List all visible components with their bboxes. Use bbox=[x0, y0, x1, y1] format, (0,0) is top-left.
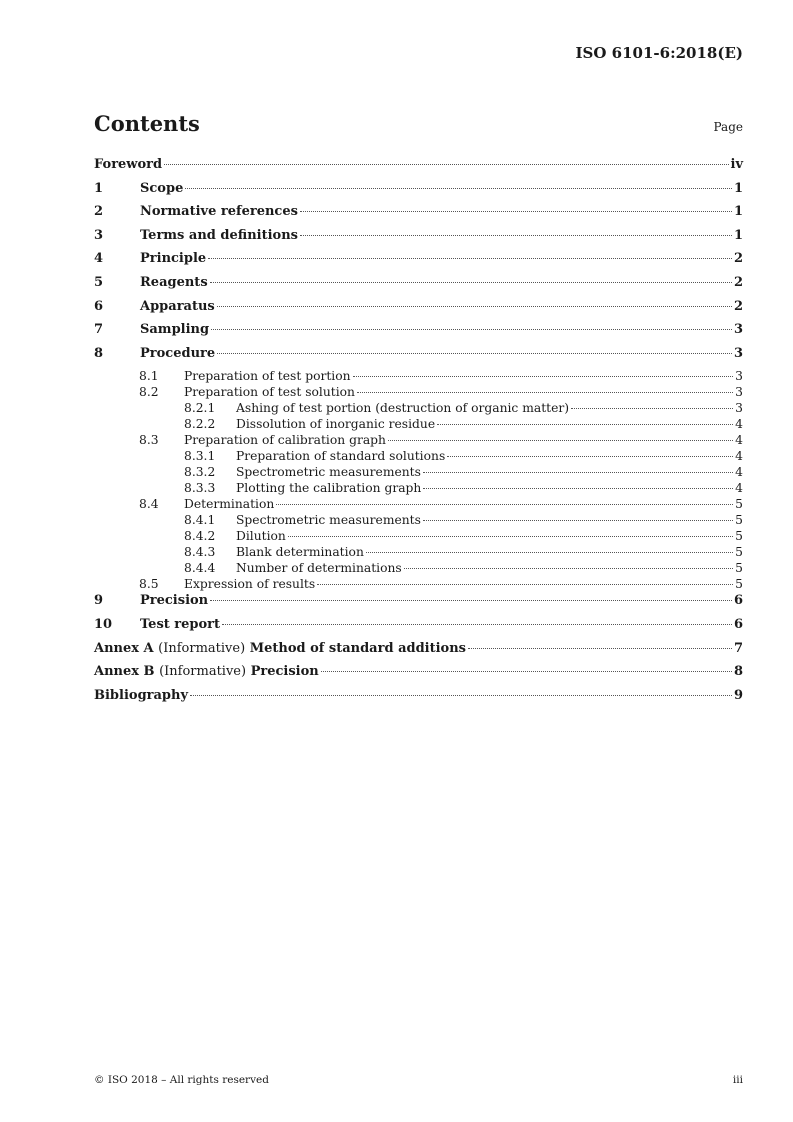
toc-entry[interactable] bbox=[94, 227, 743, 251]
dot-leader bbox=[300, 211, 732, 212]
dot-leader bbox=[185, 188, 732, 189]
toc-entry-number: 8.4 bbox=[139, 497, 159, 512]
dot-leader bbox=[210, 600, 732, 601]
toc-entry-number: 8.2 bbox=[139, 385, 159, 400]
toc-entry-number: 2 bbox=[94, 204, 104, 220]
toc-entry-title: Number of determinations bbox=[236, 561, 402, 576]
toc-entry-page: 8 bbox=[733, 664, 743, 680]
toc-entry-title: Spectrometric measurements bbox=[236, 465, 421, 480]
toc-entry[interactable] bbox=[94, 203, 743, 227]
toc-entry-page: 5 bbox=[735, 577, 743, 592]
dot-leader bbox=[321, 671, 732, 672]
toc-entry[interactable] bbox=[94, 616, 743, 640]
toc-entry-title: Apparatus bbox=[140, 298, 215, 314]
toc-entry-number: 1 bbox=[94, 180, 104, 196]
toc-entry-title: Bibliography bbox=[94, 687, 189, 703]
toc-entry-page: 1 bbox=[733, 204, 743, 220]
toc-entry-page: 5 bbox=[735, 529, 743, 544]
toc-entry-page: 5 bbox=[735, 513, 743, 528]
toc-entry[interactable] bbox=[94, 576, 743, 592]
toc-entry-title: Normative references bbox=[140, 204, 298, 220]
toc-entry-title: Preparation of test solution bbox=[184, 385, 355, 400]
page-column-label: Page bbox=[713, 120, 743, 134]
toc-entry-number: 8.3.1 bbox=[184, 449, 216, 464]
toc-entry-page: 1 bbox=[733, 227, 743, 243]
document-code: ISO 6101-6:2018(E) bbox=[575, 44, 743, 62]
toc-entry-number: 8.3.2 bbox=[184, 465, 216, 480]
toc-entry-number: 3 bbox=[94, 227, 104, 243]
dot-leader bbox=[276, 504, 733, 505]
toc-entry[interactable] bbox=[94, 464, 743, 480]
toc-entry-title: Terms and definitions bbox=[140, 227, 298, 243]
toc-entry-page: 3 bbox=[735, 369, 743, 384]
dot-leader bbox=[468, 648, 732, 649]
toc-entry-page: 4 bbox=[735, 465, 743, 480]
toc-entry-title: Dilution bbox=[236, 529, 286, 544]
dot-leader bbox=[404, 568, 733, 569]
toc-entry-title: Determination bbox=[184, 497, 275, 512]
toc-entry-number: 8.4.2 bbox=[184, 529, 216, 544]
toc-entry-title bbox=[94, 663, 319, 681]
dot-leader bbox=[190, 695, 732, 696]
page-title: Contents bbox=[94, 111, 200, 136]
annex-title: Method of standard additions bbox=[249, 640, 466, 656]
annex-type: (Informative) bbox=[159, 664, 247, 680]
toc-entry-title: Reagents bbox=[140, 274, 208, 290]
toc-entry[interactable] bbox=[94, 432, 743, 448]
toc-entry-page: 4 bbox=[735, 449, 743, 464]
toc-entry-number: 8.1 bbox=[139, 369, 159, 384]
toc-entry-page: 3 bbox=[735, 385, 743, 400]
toc-entry[interactable] bbox=[94, 321, 743, 345]
toc-entry-title: Ashing of test portion (destruction of organic matter) bbox=[236, 401, 570, 416]
toc-entry-number: 8.2.2 bbox=[184, 417, 216, 432]
toc-entry[interactable] bbox=[94, 345, 743, 369]
dot-leader bbox=[217, 353, 732, 354]
toc-entry-title: Preparation of standard solutions bbox=[236, 449, 446, 464]
toc-entry-page: 2 bbox=[733, 274, 743, 290]
toc-entry[interactable] bbox=[94, 663, 743, 687]
toc-entry-number: 8 bbox=[94, 345, 104, 361]
toc-entry-title: Blank determination bbox=[236, 545, 364, 560]
toc-entry-title: Expression of results bbox=[184, 577, 316, 592]
toc-entry-number: 4 bbox=[94, 251, 104, 267]
dot-leader bbox=[353, 376, 734, 377]
toc-entry-number: 8.3.3 bbox=[184, 481, 216, 496]
toc-entry-title: Plotting the calibration graph bbox=[236, 481, 422, 496]
dot-leader bbox=[366, 552, 733, 553]
toc-entry-number: 9 bbox=[94, 593, 104, 609]
dot-leader bbox=[423, 472, 733, 473]
toc-entry-title: Precision bbox=[140, 593, 209, 609]
dot-leader bbox=[164, 164, 728, 165]
annex-label: Annex B bbox=[94, 664, 155, 680]
toc-entry-page: 4 bbox=[735, 417, 743, 432]
dot-leader bbox=[222, 624, 732, 625]
toc-entry-number: 8.4.1 bbox=[184, 513, 216, 528]
toc-entry[interactable] bbox=[94, 560, 743, 576]
toc-entry[interactable] bbox=[94, 250, 743, 274]
dot-leader bbox=[317, 584, 733, 585]
toc-entry[interactable] bbox=[94, 156, 743, 180]
dot-leader bbox=[571, 408, 733, 409]
toc-entry-page: 9 bbox=[733, 687, 743, 703]
toc-entry-page: 3 bbox=[735, 401, 743, 416]
toc-entry[interactable] bbox=[94, 496, 743, 512]
toc-entry[interactable] bbox=[94, 448, 743, 464]
toc-entry-page: 6 bbox=[733, 616, 743, 632]
toc-entry-page: 7 bbox=[733, 640, 743, 656]
toc-entry-title: Dissolution of inorganic residue bbox=[236, 417, 436, 432]
toc-entry-title: Scope bbox=[140, 180, 184, 196]
dot-leader bbox=[447, 456, 733, 457]
toc-entry[interactable] bbox=[94, 384, 743, 400]
dot-leader bbox=[357, 392, 733, 393]
dot-leader bbox=[300, 235, 732, 236]
toc-entry-title: Preparation of test portion bbox=[184, 369, 351, 384]
dot-leader bbox=[211, 329, 732, 330]
dot-leader bbox=[423, 520, 733, 521]
table-of-contents bbox=[94, 156, 743, 710]
toc-entry-title: Spectrometric measurements bbox=[236, 513, 421, 528]
toc-entry[interactable] bbox=[94, 480, 743, 496]
toc-entry[interactable] bbox=[94, 592, 743, 616]
toc-entry-number: 5 bbox=[94, 274, 104, 290]
toc-entry-page: iv bbox=[730, 157, 743, 172]
toc-entry-number: 7 bbox=[94, 322, 104, 338]
toc-entry-number: 8.4.4 bbox=[184, 561, 216, 576]
toc-entry-number: 8.3 bbox=[139, 433, 159, 448]
dot-leader bbox=[288, 536, 733, 537]
toc-entry-page: 2 bbox=[733, 251, 743, 267]
toc-entry-number: 10 bbox=[94, 616, 113, 632]
dot-leader bbox=[437, 424, 733, 425]
toc-entry-title: Foreword bbox=[94, 157, 163, 172]
toc-entry-page: 5 bbox=[735, 545, 743, 560]
toc-entry[interactable] bbox=[94, 180, 743, 204]
toc-entry-title bbox=[94, 640, 466, 658]
toc-entry[interactable] bbox=[94, 640, 743, 664]
toc-entry[interactable] bbox=[94, 400, 743, 416]
toc-entry[interactable] bbox=[94, 512, 743, 528]
annex-title: Precision bbox=[250, 664, 319, 680]
page-number: iii bbox=[732, 1074, 743, 1086]
annex-label: Annex A bbox=[94, 640, 154, 656]
toc-entry-title: Procedure bbox=[140, 345, 216, 361]
dot-leader bbox=[217, 306, 732, 307]
toc-entry-page: 5 bbox=[735, 497, 743, 512]
toc-entry[interactable] bbox=[94, 368, 743, 384]
toc-entry[interactable] bbox=[94, 544, 743, 560]
toc-entry[interactable] bbox=[94, 274, 743, 298]
toc-entry-page: 1 bbox=[733, 180, 743, 196]
toc-entry-page: 4 bbox=[735, 433, 743, 448]
toc-entry[interactable] bbox=[94, 528, 743, 544]
toc-entry[interactable] bbox=[94, 416, 743, 432]
toc-entry-title: Principle bbox=[140, 251, 207, 267]
toc-entry-page: 2 bbox=[733, 298, 743, 314]
toc-entry[interactable] bbox=[94, 298, 743, 322]
toc-entry-title: Sampling bbox=[140, 322, 210, 338]
toc-entry-page: 4 bbox=[735, 481, 743, 496]
toc-entry-page: 3 bbox=[733, 322, 743, 338]
toc-entry-number: 8.2.1 bbox=[184, 401, 216, 416]
toc-entry-page: 3 bbox=[733, 345, 743, 361]
dot-leader bbox=[423, 488, 733, 489]
toc-entry[interactable] bbox=[94, 687, 743, 711]
copyright-notice: © ISO 2018 – All rights reserved bbox=[94, 1074, 269, 1086]
toc-entry-number: 8.5 bbox=[139, 577, 159, 592]
dot-leader bbox=[210, 282, 732, 283]
annex-type: (Informative) bbox=[158, 640, 246, 656]
toc-entry-page: 6 bbox=[733, 593, 743, 609]
toc-entry-title: Test report bbox=[140, 616, 221, 632]
toc-entry-number: 6 bbox=[94, 298, 104, 314]
contents-heading-row bbox=[94, 111, 743, 136]
toc-entry-title: Preparation of calibration graph bbox=[184, 433, 386, 448]
dot-leader bbox=[388, 440, 733, 441]
toc-entry-number: 8.4.3 bbox=[184, 545, 216, 560]
toc-entry-page: 5 bbox=[735, 561, 743, 576]
dot-leader bbox=[208, 258, 732, 259]
page-footer bbox=[94, 1074, 743, 1086]
